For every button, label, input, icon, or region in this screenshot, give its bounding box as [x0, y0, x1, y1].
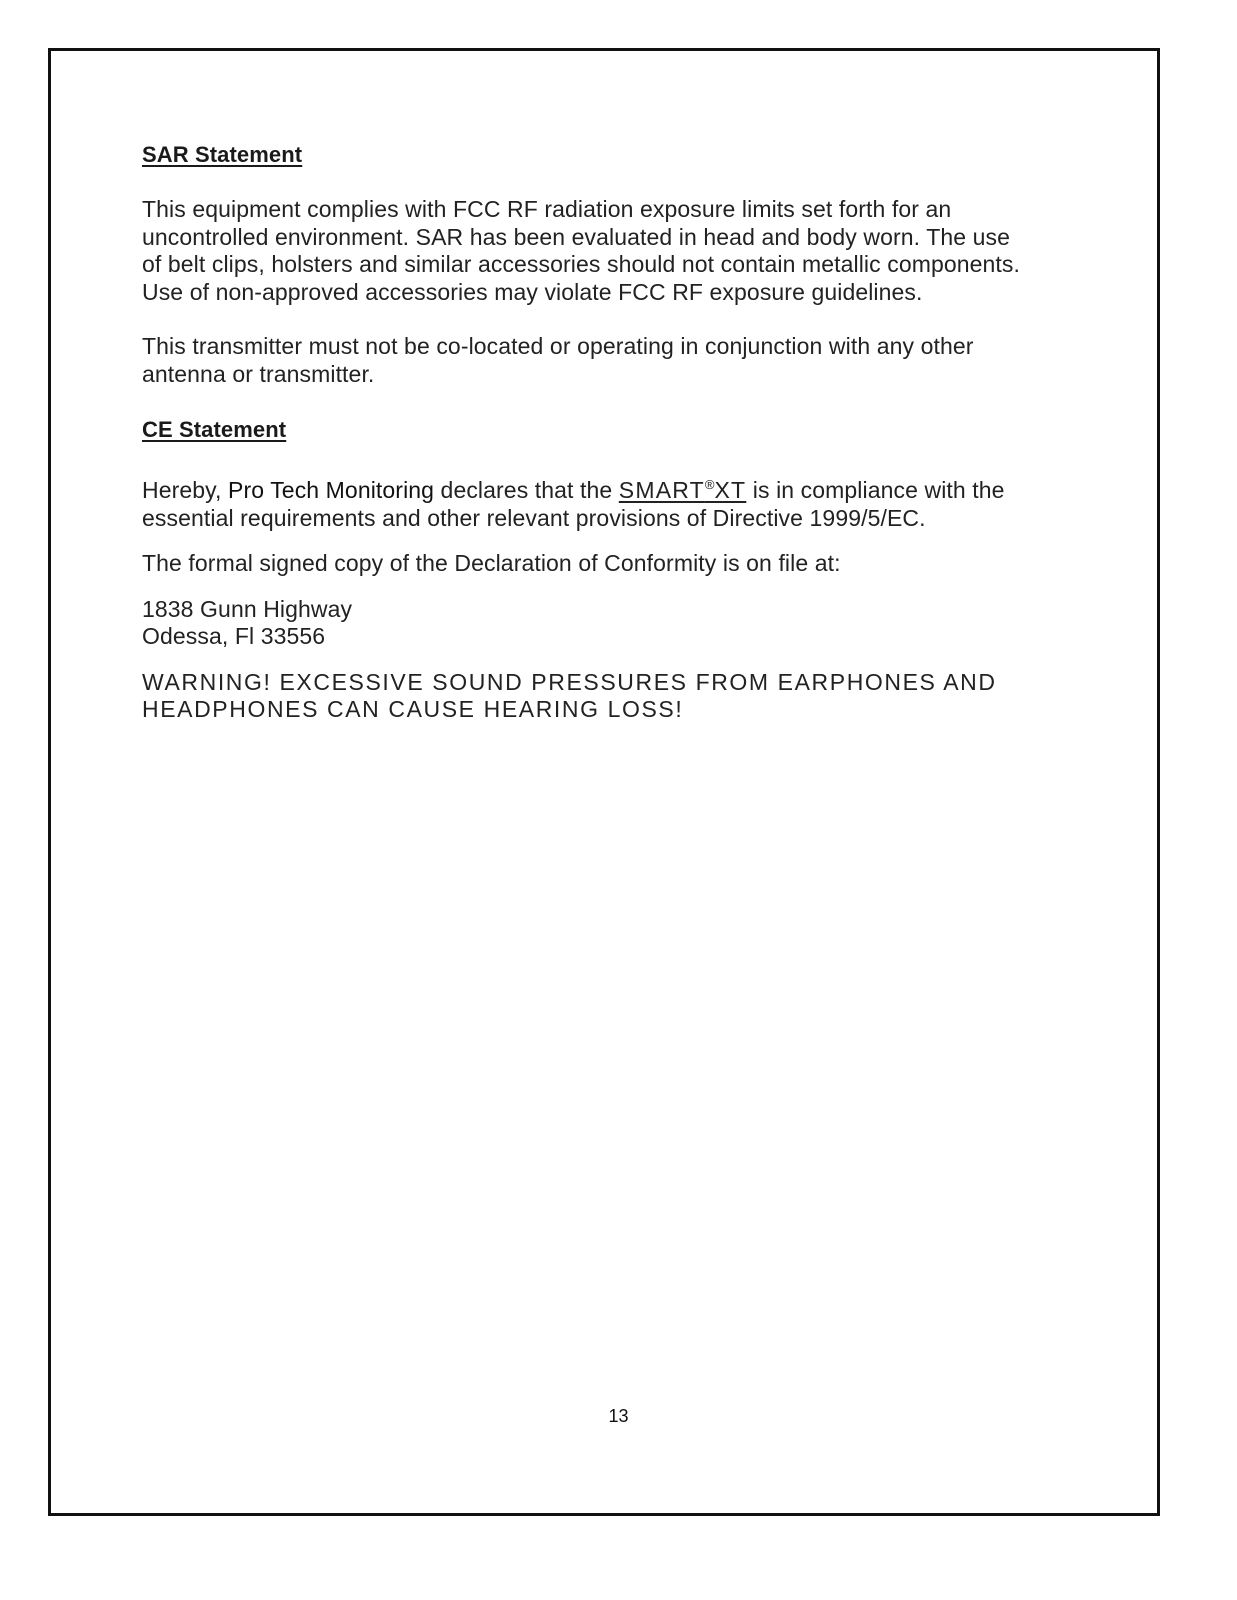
product-suffix: XT	[714, 477, 747, 503]
sar-p1-line3: of belt clips, holsters and similar accessories should not contain metallic components.	[142, 251, 1021, 277]
company-name: Pro Tech Monitoring	[228, 477, 435, 503]
decl-middle: declares that the	[434, 477, 619, 503]
transmitter-paragraph	[142, 333, 1082, 388]
decl-prefix: Hereby,	[142, 477, 229, 503]
address-line2: Odessa, Fl 33556	[142, 623, 326, 649]
sar-p2-line2: antenna or transmitter.	[142, 360, 375, 387]
page-number: 13	[608, 1406, 629, 1426]
document-body	[142, 140, 1082, 724]
sar-p1-line1: This equipment complies with FCC RF radiation exposure limits set forth for an	[142, 196, 952, 222]
sar-paragraph	[142, 196, 1082, 306]
warning-line1: WARNING! EXCESSIVE SOUND PRESSURES FROM EARPHONES AND	[142, 668, 997, 695]
decl-rest: is in compliance with the	[746, 477, 1005, 503]
address-line1: 1838 Gunn Highway	[142, 595, 353, 622]
address-block	[142, 596, 1082, 651]
warning-line2: HEADPHONES CAN CAUSE HEARING LOSS!	[142, 696, 684, 722]
ce-declaration	[142, 471, 1082, 532]
product-name	[619, 477, 746, 503]
product-name-text: SMART	[618, 477, 705, 503]
registered-mark: ®	[704, 477, 715, 492]
hearing-warning	[142, 669, 1082, 724]
sar-heading: SAR Statement	[142, 142, 303, 167]
sar-p1-line2: uncontrolled environment. SAR has been evaluated in head and body worn. The use	[142, 223, 1010, 250]
decl-line2: essential requirements and other relevant provisions of Directive 1999/5/EC.	[142, 504, 926, 531]
sar-p2-line1: This transmitter must not be co-located or operating in conjunction with any other	[142, 333, 974, 359]
sar-p1-line4: Use of non-approved accessories may violate FCC RF exposure guidelines.	[142, 278, 923, 305]
formal-copy-text: The formal signed copy of the Declaration of Conformity is on file at:	[142, 550, 841, 576]
ce-heading: CE Statement	[142, 417, 287, 442]
